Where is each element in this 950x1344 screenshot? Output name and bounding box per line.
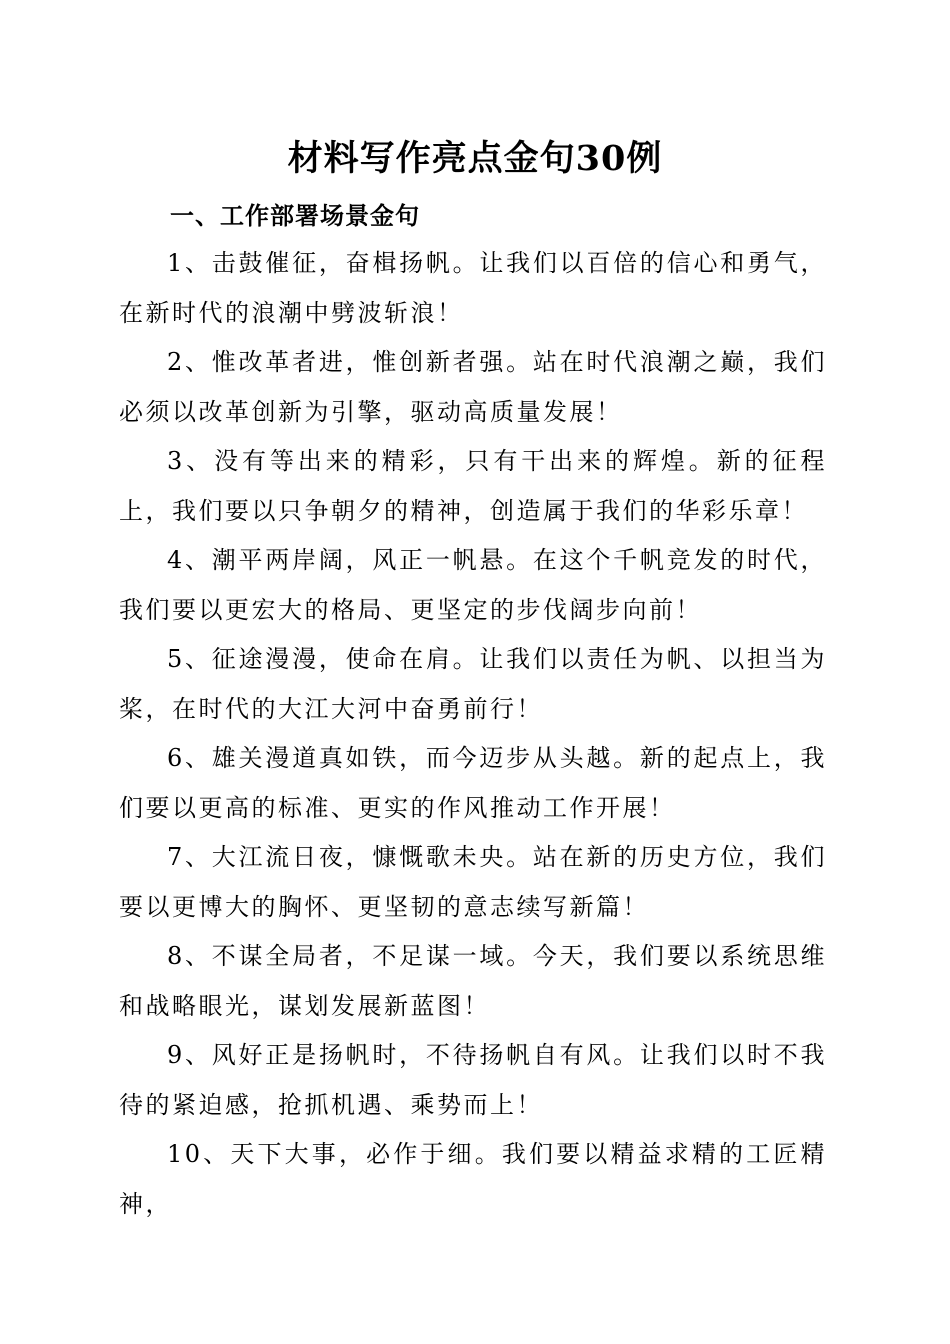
document-title: 材料写作亮点金句30例: [287, 138, 663, 179]
quote-item: 1、击鼓催征，奋楫扬帆。让我们以百倍的信心和勇气，在新时代的浪潮中劈波斩浪！: [119, 249, 827, 327]
quote-item: 5、征途漫漫，使命在肩。让我们以责任为帆、以担当为桨，在时代的大江大河中奋勇前行！: [119, 645, 827, 723]
quote-item: 7、大江流日夜，慷慨歌未央。站在新的历史方位，我们要以更博大的胸怀、更坚韧的意志续写新篇！: [119, 843, 827, 921]
quote-list: [119, 239, 827, 1229]
quote-item: 3、没有等出来的精彩，只有干出来的辉煌。新的征程上，我们要以只争朝夕的精神，创造属于我们的华彩乐章！: [119, 447, 827, 525]
quote-item: 4、潮平两岸阔，风正一帆悬。在这个千帆竞发的时代，我们要以更宏大的格局、更坚定的步伐阔步向前！: [119, 546, 827, 624]
quote-item: 6、雄关漫道真如铁，而今迈步从头越。新的起点上，我们要以更高的标准、更实的作风推动工作开展！: [119, 744, 827, 822]
quote-item: 8、不谋全局者，不足谋一域。今天，我们要以系统思维和战略眼光，谋划发展新蓝图！: [119, 942, 827, 1020]
section-heading: 一、工作部署场景金句: [170, 202, 420, 230]
quote-item: 9、风好正是扬帆时，不待扬帆自有风。让我们以时不我待的紧迫感，抢抓机遇、乘势而上！: [119, 1041, 827, 1119]
quote-item: 2、惟改革者进，惟创新者强。站在时代浪潮之巅，我们必须以改革创新为引擎，驱动高质量发展！: [119, 348, 827, 426]
quote-item: 10、天下大事，必作于细。我们要以精益求精的工匠精神，: [119, 1140, 827, 1218]
